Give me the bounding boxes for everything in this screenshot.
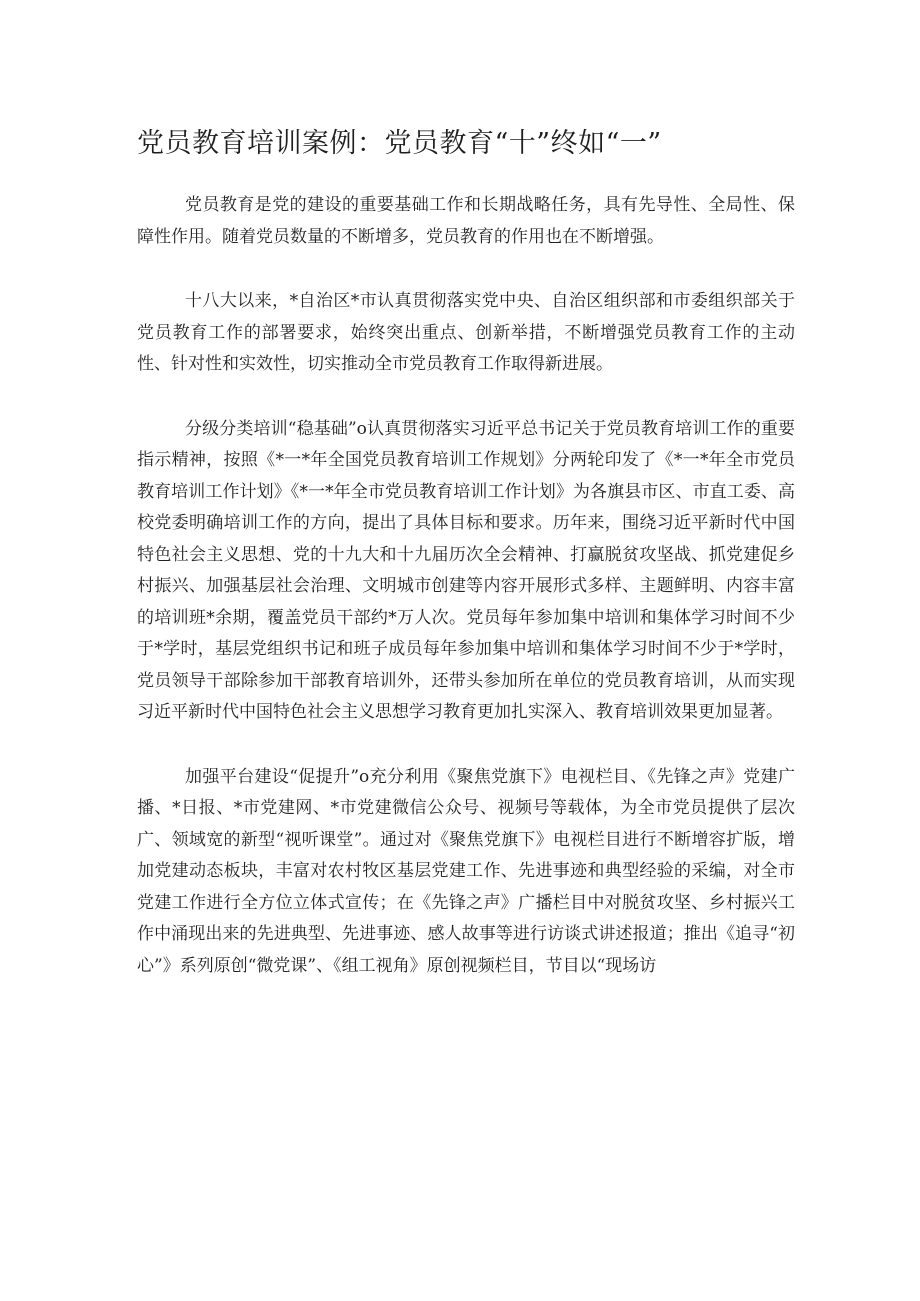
document-body bbox=[137, 190, 795, 1015]
document-title: 党员教育培训案例：党员教育“十”终如“一” bbox=[137, 128, 662, 159]
paragraph-since-18th-congress: 十八大以来，*自治区*市认真贯彻落实党中央、自治区组织部和市委组织部关于党员教育工作的部署要求，始终突出重点、创新举措，不断增强党员教育工作的主动性、针对性和实效性，切实推动全市党员教育工作取得新进展。 bbox=[137, 291, 795, 374]
paragraph-platform-building: 加强平台建设“促提升”o充分利用《聚焦党旗下》电视栏目、《先锋之声》党建广播、*日报、*市党建网、*市党建微信公众号、视频号等载体，为全市党员提供了层次广、领域宽的新型“视听课堂”。通过对《聚焦党旗下》电视栏目进行不断增容扩版，增加党建动态板块，丰富对农村牧区基层党建工作、先进事迹和典型经验的采编，对全市党建工作进行全方位立体式宣传；在《先锋之声》广播栏目中对脱贫攻坚、乡村振兴工作中涌现出来的先进典型、先进事迹、感人故事等进行访谈式讲述报道；推出《追寻“初心”》系列原创“微党课”、《组工视角》原创视频栏目，节目以“现场访 bbox=[137, 766, 795, 976]
paragraph-intro: 党员教育是党的建设的重要基础工作和长期战略任务，具有先导性、全局性、保障性作用。随着党员数量的不断增多，党员教育的作用也在不断增强。 bbox=[137, 195, 795, 247]
paragraph-tiered-training: 分级分类培训“稳基础”o认真贯彻落实习近平总书记关于党员教育培训工作的重要指示精神，按照《*一*年全国党员教育培训工作规划》分两轮印发了《*一*年全市党员教育培训工作计划》《*一*年全市党员教育培训工作计划》为各旗县市区、市直工委、高校党委明确培训工作的方向，提出了具体目标和要求。历年来，围绕习近平新时代中国特色社会主义思想、党的十九大和十九届历次全会精神、打赢脱贫攻坚战、抓党建促乡村振兴、加强基层社会治理、文明城市创建等内容开展形式多样、主题鲜明、内容丰富的培训班*余期，覆盖党员干部约*万人次。党员每年参加集中培训和集体学习时间不少于*学时，基层党组织书记和班子成员每年参加集中培训和集体学习时间不少于*学时，党员领导干部除参加干部教育培训外，还带头参加所在单位的党员教育培训，从而实现习近平新时代中国特色社会主义思想学习教育更加扎实深入、教育培训效果更加显著。 bbox=[137, 418, 795, 722]
